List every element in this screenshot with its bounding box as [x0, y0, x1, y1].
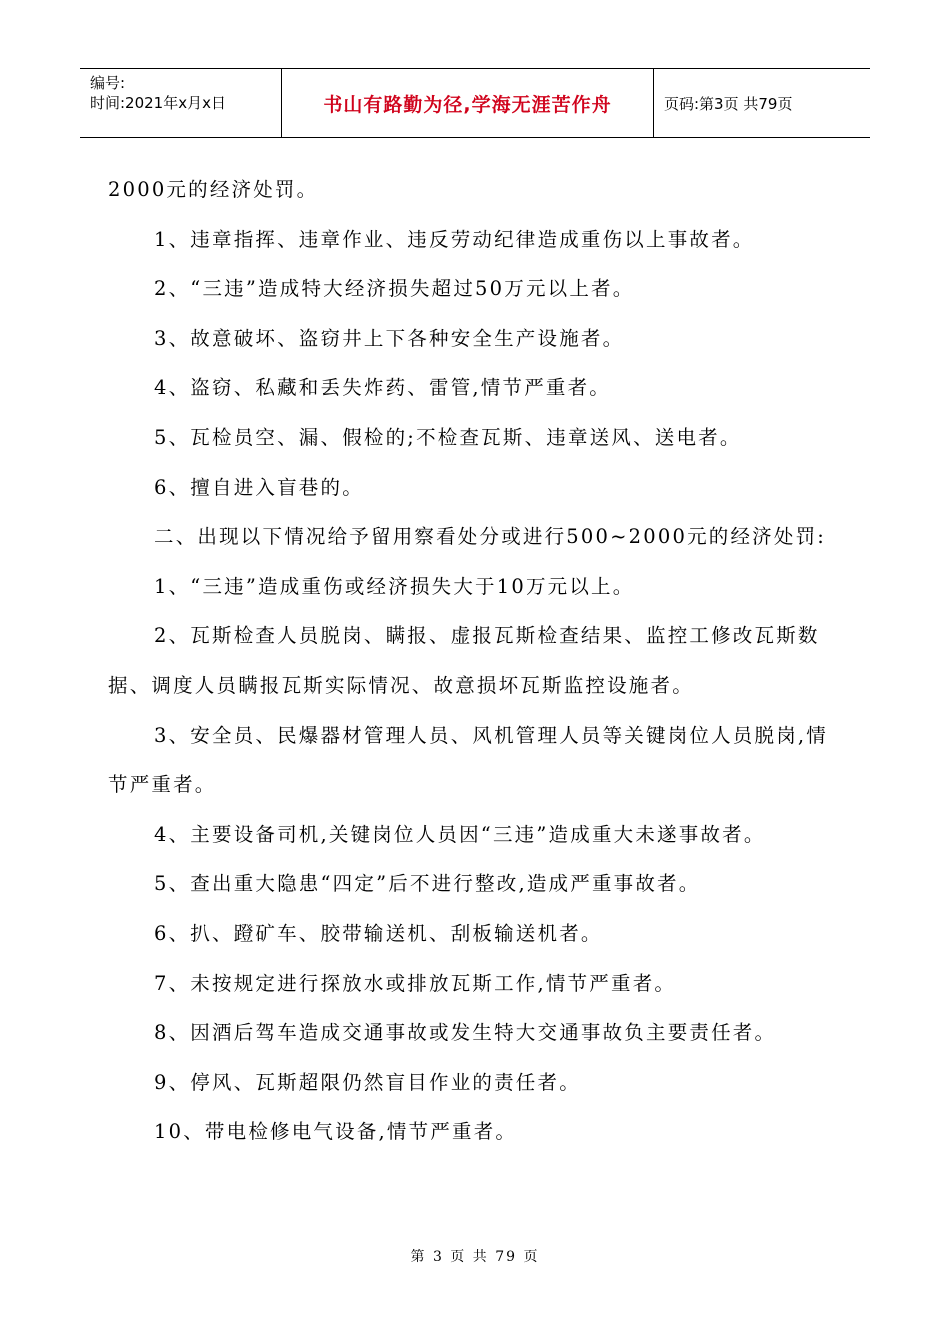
- header-motto: 书山有路勤为径,学海无涯苦作舟: [282, 69, 654, 137]
- body-paragraph: 2、瓦斯检查人员脱岗、瞒报、虚报瓦斯检查结果、监控工修改瓦斯数据、调度人员瞒报瓦斯实际情况、故意损坏瓦斯监控设施者。: [108, 624, 820, 697]
- body-paragraph: 2、“三违”造成特大经济损失超过50万元以上者。: [154, 277, 635, 301]
- document-time: 时间:2021年x月x日: [90, 94, 226, 112]
- body-paragraph: 3、故意破坏、盗窃井上下各种安全生产设施者。: [154, 326, 625, 350]
- page-footer: 第 3 页 共 79 页: [410, 1249, 540, 1265]
- body-paragraph: 7、未按规定进行探放水或排放瓦斯工作,情节严重者。: [154, 971, 677, 995]
- header-page-info: 页码:第3页 共79页: [664, 94, 793, 113]
- body-paragraph: 5、查出重大隐患“四定”后不进行整改,造成严重事故者。: [154, 872, 701, 896]
- document-body: [108, 165, 848, 1157]
- page-header: [80, 68, 870, 138]
- body-paragraph: 9、停风、瓦斯超限仍然盲目作业的责任者。: [154, 1070, 581, 1094]
- document-number-label: 编号:: [90, 74, 126, 92]
- body-paragraph: 3、安全员、民爆器材管理人员、风机管理人员等关键岗位人员脱岗,情节严重者。: [108, 723, 829, 797]
- body-paragraph: 4、盗窃、私藏和丢失炸药、雷管,情节严重者。: [154, 376, 612, 400]
- body-paragraph: 二、出现以下情况给予留用察看处分或进行500~2000元的经济处罚:: [154, 525, 827, 549]
- body-paragraph: 6、擅自进入盲巷的。: [154, 475, 364, 499]
- body-paragraph: 2000元的经济处罚。: [108, 178, 319, 201]
- body-paragraph: 4、主要设备司机,关键岗位人员因“三违”造成重大未遂事故者。: [154, 822, 766, 846]
- body-paragraph: 5、瓦检员空、漏、假检的;不检查瓦斯、违章送风、送电者。: [154, 425, 742, 449]
- body-paragraph: 6、扒、蹬矿车、胶带输送机、刮板输送机者。: [154, 921, 603, 945]
- body-paragraph: 10、带电检修电气设备,情节严重者。: [154, 1120, 518, 1144]
- body-paragraph: 1、“三违”造成重伤或经济损失大于10万元以上。: [154, 574, 635, 598]
- body-paragraph: 1、违章指挥、违章作业、违反劳动纪律造成重伤以上事故者。: [154, 227, 755, 251]
- body-paragraph: 8、因酒后驾车造成交通事故或发生特大交通事故负主要责任者。: [154, 1021, 777, 1045]
- header-meta: [80, 69, 282, 137]
